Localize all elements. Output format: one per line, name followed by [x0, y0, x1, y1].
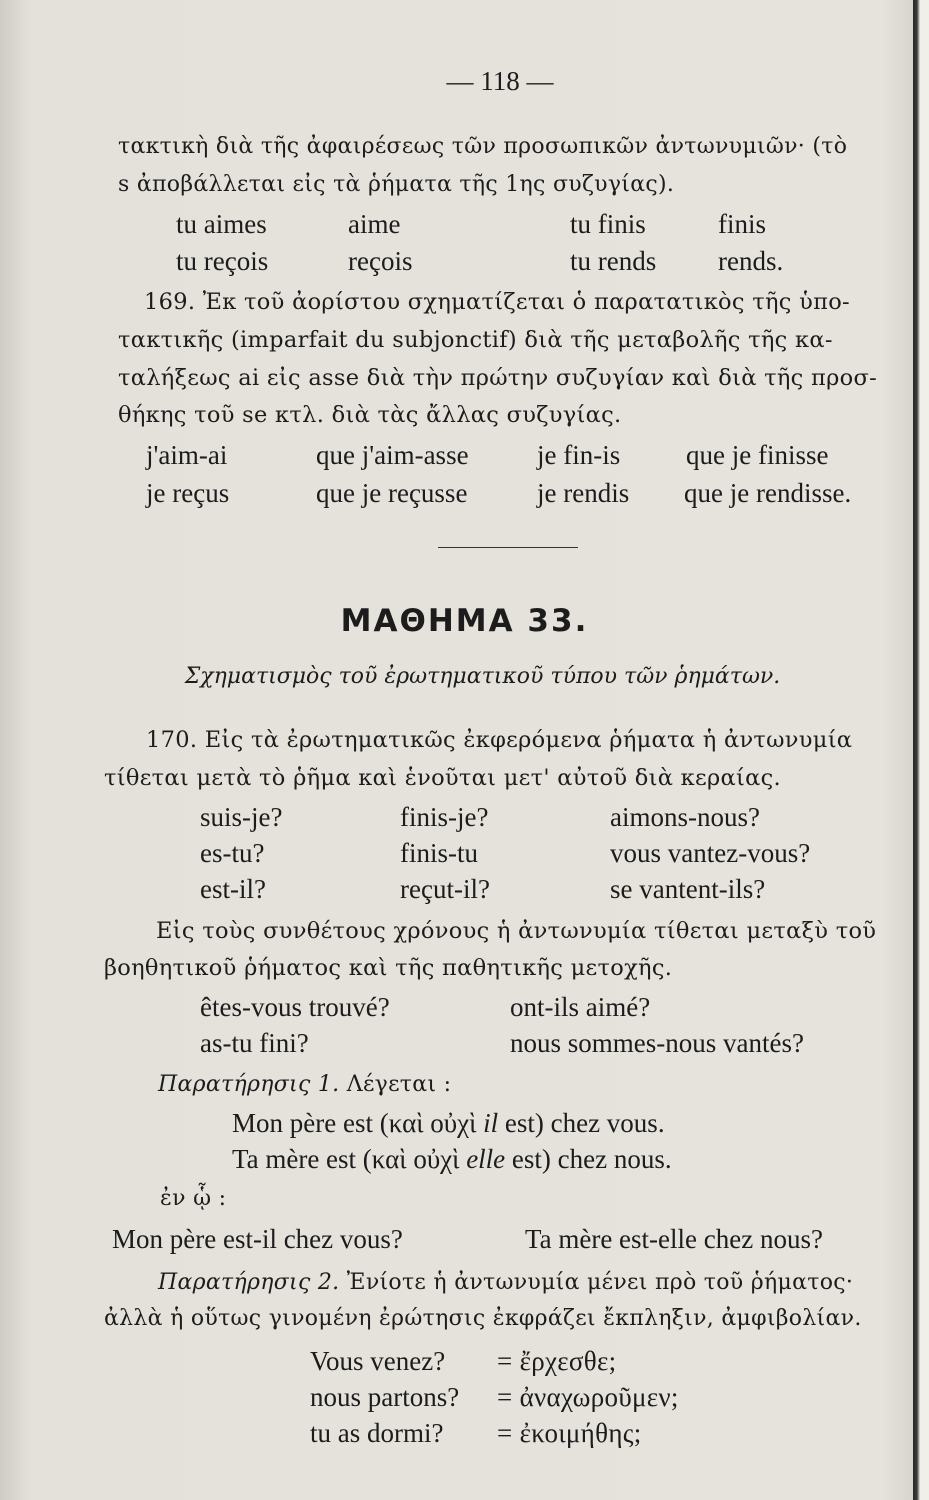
table2-cell: que je finisse	[686, 440, 829, 470]
table3-cell: est-il?	[200, 874, 266, 904]
table3-cell: vous vantez-vous?	[610, 838, 811, 868]
compound-line-1: Εἰς τοὺς συνθέτους χρόνους ἡ ἀντωνυμία τίθεται μεταξὺ τοῦ	[156, 918, 877, 944]
table5-french: nous partons?	[310, 1382, 460, 1412]
intro-line-2: s ἀποβάλλεται εἰς τὰ ῥήματα τῆς 1ης συζυγίας).	[118, 172, 675, 197]
table1-cell: tu finis	[570, 209, 646, 239]
para169-line-1: 169. Ἐκ τοῦ ἀορίστου σχηματίζεται ὁ παρατατικὸς τῆς ὑπο-	[144, 289, 850, 315]
page-number: — 118 —	[446, 66, 554, 96]
remark2-line-2: ἀλλὰ ἡ οὕτως γινομένη ἐρώτησις ἐκφράζει ἔκπληξιν, ἀμφιβολίαν.	[104, 1306, 862, 1331]
section-divider	[438, 547, 578, 548]
table4-cell: as-tu fini?	[200, 1028, 309, 1058]
remark2-line-1	[158, 1268, 853, 1298]
example-pronoun: elle	[466, 1144, 506, 1174]
para169-line-3: ταλήξεως ai εἰς asse διὰ τὴν πρώτην συζυγίαν καὶ διὰ τῆς προσ-	[118, 365, 878, 391]
table2-cell: je rendis	[537, 478, 630, 508]
table1-cell: tu reçois	[176, 246, 269, 276]
table5-greek: = ἐκοιμήθης;	[497, 1418, 642, 1448]
remark1-label: Παρατήρησις 1.	[158, 1072, 340, 1097]
remark2-label: Παρατήρησις 2.	[158, 1270, 340, 1295]
example-text: Mon père est (καὶ οὐχὶ	[232, 1108, 484, 1138]
remark1-question-1: Mon père est-il chez vous?	[112, 1224, 403, 1254]
table5-french: Vous venez?	[310, 1346, 446, 1376]
table3-cell: aimons-nous?	[610, 802, 760, 832]
table4-cell: êtes-vous trouvé?	[200, 992, 390, 1022]
table1-cell: finis	[718, 209, 767, 239]
example-text: est) chez vous.	[498, 1108, 665, 1138]
remark1-question-2: Ta mère est-elle chez nous?	[525, 1224, 823, 1254]
table5-greek: = ἔρχεσθε;	[497, 1346, 617, 1376]
table3-cell: se vantent-ils?	[610, 874, 766, 904]
table1-cell: tu aimes	[176, 209, 267, 239]
example-pronoun: il	[483, 1108, 499, 1138]
table5-greek: = ἀναχωροῦμεν;	[497, 1382, 679, 1412]
lesson-subtitle: Σχηματισμὸς τοῦ ἐρωτηματικοῦ τύπου τῶν ῥημάτων.	[184, 664, 781, 689]
table2-cell: je reçus	[146, 478, 230, 508]
example-text: est) chez nous.	[505, 1144, 672, 1174]
para170-line-2: τίθεται μετὰ τὸ ῥῆμα καὶ ἑνοῦται μετ' αὐτοῦ διὰ κεραίας.	[104, 765, 781, 791]
remark2-text: Ἐνίοτε ἡ ἀντωνυμία μένει πρὸ τοῦ ῥήματος·	[346, 1270, 854, 1295]
para169-line-2: τακτικῆς (imparfait du subjonctif) διὰ τῆς μεταβολῆς τῆς κα-	[118, 327, 833, 353]
table1-cell: tu rends	[570, 246, 657, 276]
compound-line-2: βοηθητικοῦ ῥήματος καὶ τῆς παθητικῆς μετοχῆς.	[104, 955, 673, 981]
remark1-example-2	[232, 1144, 672, 1174]
table3-cell: reçut-il?	[400, 874, 490, 904]
remark1-row	[158, 1070, 451, 1100]
table2-cell: j'aim-ai	[146, 440, 228, 470]
table4-cell: ont-ils aimé?	[510, 992, 651, 1022]
remark1-en-o: ἐν ᾧ :	[160, 1186, 227, 1211]
table3-cell: finis-je?	[400, 802, 489, 832]
page-edge	[913, 0, 929, 1500]
table2-cell: je fin-is	[537, 440, 621, 470]
table1-cell: rends.	[718, 246, 784, 276]
table2-cell: que j'aim-asse	[316, 440, 469, 470]
intro-line-1: τακτικὴ διὰ τῆς ἀφαιρέσεως τῶν προσωπικῶν ἀντωνυμιῶν· (τὸ	[118, 134, 848, 159]
para169-line-4: θήκης τοῦ se κτλ. διὰ τὰς ἄλλας συζυγίας.	[118, 402, 622, 428]
table2-cell: que je rendisse.	[684, 478, 852, 508]
remark1-example-1	[232, 1108, 665, 1138]
example-text: Ta mère est (καὶ οὐχὶ	[232, 1144, 467, 1174]
table5-french: tu as dormi?	[310, 1418, 444, 1448]
table3-cell: suis-je?	[200, 802, 283, 832]
table1-cell: aime	[348, 209, 401, 239]
remark1-text: Λέγεται :	[346, 1072, 452, 1097]
para170-line-1: 170. Εἰς τὰ ἐρωτηματικῶς ἐκφερόμενα ῥήματα ἡ ἀντωνυμία	[146, 727, 853, 753]
table2-cell: que je reçusse	[316, 478, 468, 508]
table4-cell: nous sommes-nous vantés?	[510, 1028, 804, 1058]
lesson-title: ΜΑΘΗΜΑ 33.	[340, 603, 589, 639]
table3-cell: es-tu?	[200, 838, 265, 868]
table1-cell: reçois	[348, 246, 413, 276]
table3-cell: finis-tu	[400, 838, 478, 868]
